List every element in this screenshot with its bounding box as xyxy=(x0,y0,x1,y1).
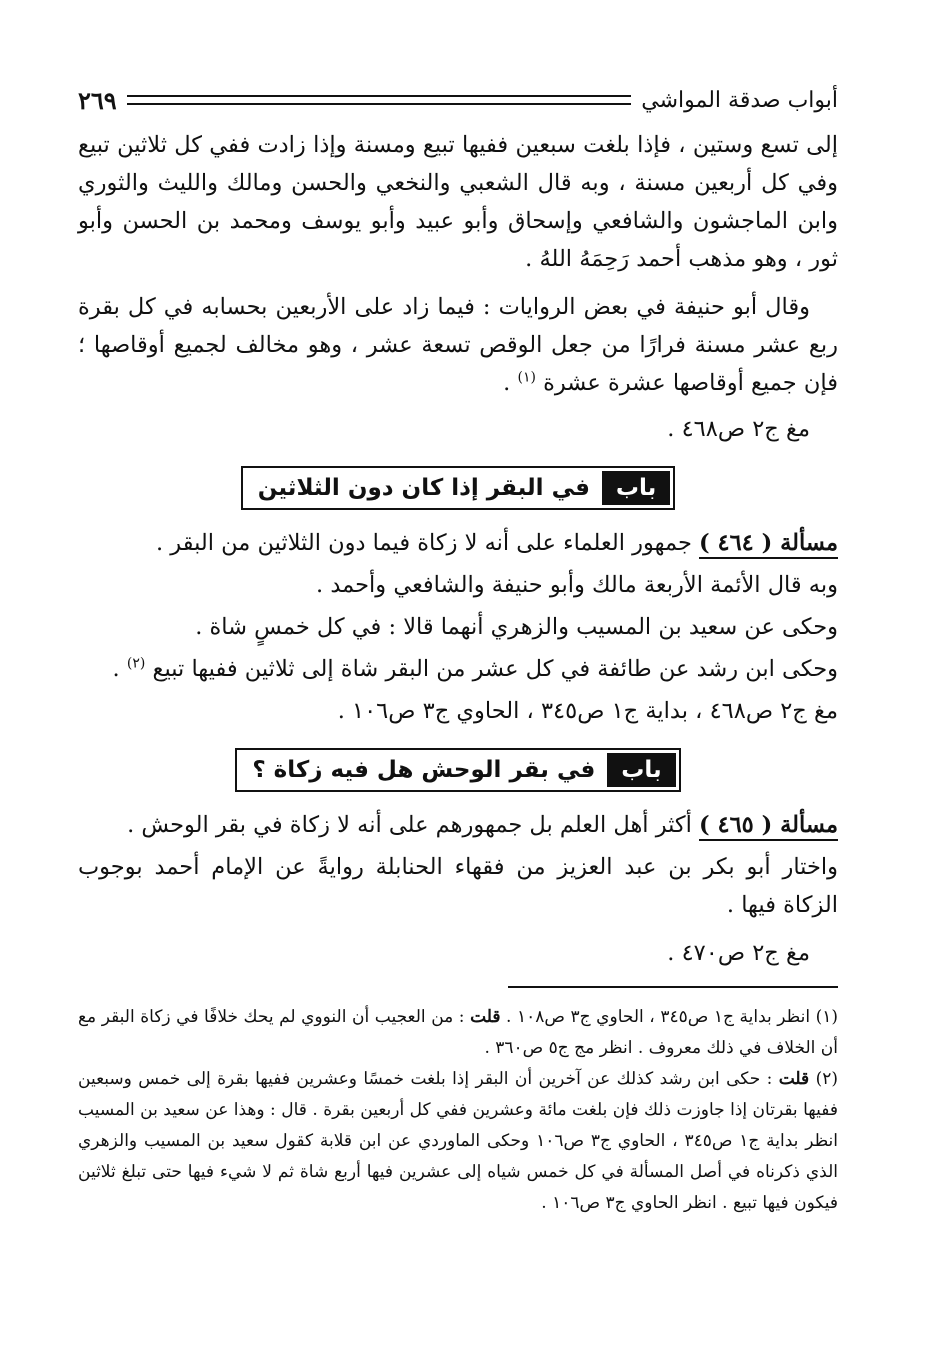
issue-464-paragraph-4-end: . xyxy=(112,656,127,682)
reference-1: مغ ج٢ ص٤٦٨ . xyxy=(667,416,810,442)
footnote-1-text-a: (١) انظر بداية ج١ ص٣٤٥ ، الحاوي ج٣ ص١٠٨ . xyxy=(500,1007,839,1027)
chapter-heading-2 xyxy=(78,748,838,792)
issue-464-paragraph-3: وحكى عن سعيد بن المسيب والزهري أنهما قالا : في كل خمسٍ شاة . xyxy=(195,614,838,640)
chapter-box-1 xyxy=(241,466,676,510)
paragraph-2-text: وقال أبو حنيفة في بعض الروايات : فيما زاد على الأربعين بحسابه في كل بقرة ربع عشر مسنة فرارًا من جعل الوقص تسعة عشر ، وهو مخالف لجميع أوقاصها ؛ فإن جميع أوقاصها عشرة عشرة xyxy=(78,294,838,396)
footnotes xyxy=(78,1002,838,1219)
issue-label-465: مسألة ( ٤٦٥ ) xyxy=(699,812,838,841)
book-page xyxy=(78,78,838,1328)
footnote-1-bold: قلت xyxy=(470,1007,501,1027)
chapter-heading-1 xyxy=(78,466,838,510)
footnote-marker-1: (١) xyxy=(517,369,536,386)
footnote-1 xyxy=(78,1002,838,1064)
chapter-label: باب xyxy=(602,471,670,505)
paragraph-1: إلى تسع وستين ، فإذا بلغت سبعين ففيها تبيع ومسنة وإذا زادت ففي كل ثلاثين تبيع وفي كل أربعين مسنة ، وبه قال الشعبي والنخعي والحسن ومالك والليث والثوري وابن الماجشون والشافعي وإسحاق وأبو عبيد وأبو يوسف ومحمد بن الحسن وأبو ثور ، وهو مذهب أحمد رَحِمَهُ اللهُ . xyxy=(78,132,838,272)
issue-464-reference: مغ ج٢ ص٤٦٨ ، بداية ج١ ص٣٤٥ ، الحاوي ج٣ ص١٠٦ . xyxy=(337,698,838,724)
chapter-box-2 xyxy=(235,748,680,792)
page-number: ٢٦٩ xyxy=(78,85,117,115)
chapter-title: في بقر الوحش هل فيه زكاة ؟ xyxy=(252,757,596,783)
issue-label-464: مسألة ( ٤٦٤ ) xyxy=(699,530,838,559)
issue-464-paragraph-2: وبه قال الأئمة الأربعة مالك وأبو حنيفة والشافعي وأحمد . xyxy=(316,572,838,598)
footnote-marker-2: (٢) xyxy=(126,655,146,672)
chapter-title: في البقر إذا كان دون الثلاثين xyxy=(257,475,590,501)
footnote-2-bold: قلت xyxy=(778,1069,810,1089)
issue-465 xyxy=(78,806,838,844)
footnote-2-text-b: : حكى ابن رشد كذلك عن آخرين أن البقر إذا بلغت خمسًا وعشرين ففيها بقرة إلى خمس وسبعين ففيها بقرتان إذا جاوزت ذلك فإن بلغت مائة وعشرين ففي كل أربعين بقرة . قال : وهذا عن سعيد بن المسيب انظر بداية ج١ ص٣٤٥ ، الحاوي ج٣ ص١٠٦ وحكى الماوردي عن ابن قلابة كقول سعيد بن المسيب والزهري الذي ذكرناه في أصل المسألة في كل خمس شياه إلى عشرين فيها أربع شاة ثم لا شيء فيها حتى تبلغ ثلاثين فيكون فيها تبيع . انظر الحاوي ج٣ ص١٠٦ . xyxy=(78,1069,838,1213)
footnote-divider xyxy=(508,986,838,988)
paragraph-2-end: . xyxy=(503,370,518,396)
paragraph-2 xyxy=(78,288,838,402)
page-header xyxy=(78,78,838,122)
issue-465-text: أكثر أهل العلم بل جمهورهم على أنه لا زكاة في بقر الوحش . xyxy=(127,812,700,838)
issue-465-reference: مغ ج٢ ص٤٧٠ . xyxy=(667,940,810,966)
issue-464-paragraph-4-text: وحكى ابن رشد عن طائفة في كل عشر من البقر شاة إلى ثلاثين ففيها تبيع xyxy=(152,656,838,682)
issue-464-paragraph-4 xyxy=(78,650,838,688)
chapter-label: باب xyxy=(607,753,675,787)
issue-465-paragraph-2: واختار أبو بكر بن عبد العزيز من فقهاء الحنابلة روايةً عن الإمام أحمد بوجوب الزكاة فيها . xyxy=(78,854,838,918)
issue-464-text: جمهور العلماء على أنه لا زكاة فيما دون الثلاثين من البقر . xyxy=(155,530,700,556)
footnote-2 xyxy=(78,1064,838,1219)
footnote-2-text-a: (٢) xyxy=(809,1069,838,1089)
footnote-1-text-b: : من العجيب أن النووي لم يحك خلافًا في زكاة البقر مع أن الخلاف في ذلك معروف . انظر مج ج٥ ص٣٦٠ . xyxy=(78,1007,838,1058)
header-rule xyxy=(127,95,632,105)
issue-464 xyxy=(78,524,838,562)
running-title: أبواب صدقة المواشي xyxy=(641,87,838,113)
